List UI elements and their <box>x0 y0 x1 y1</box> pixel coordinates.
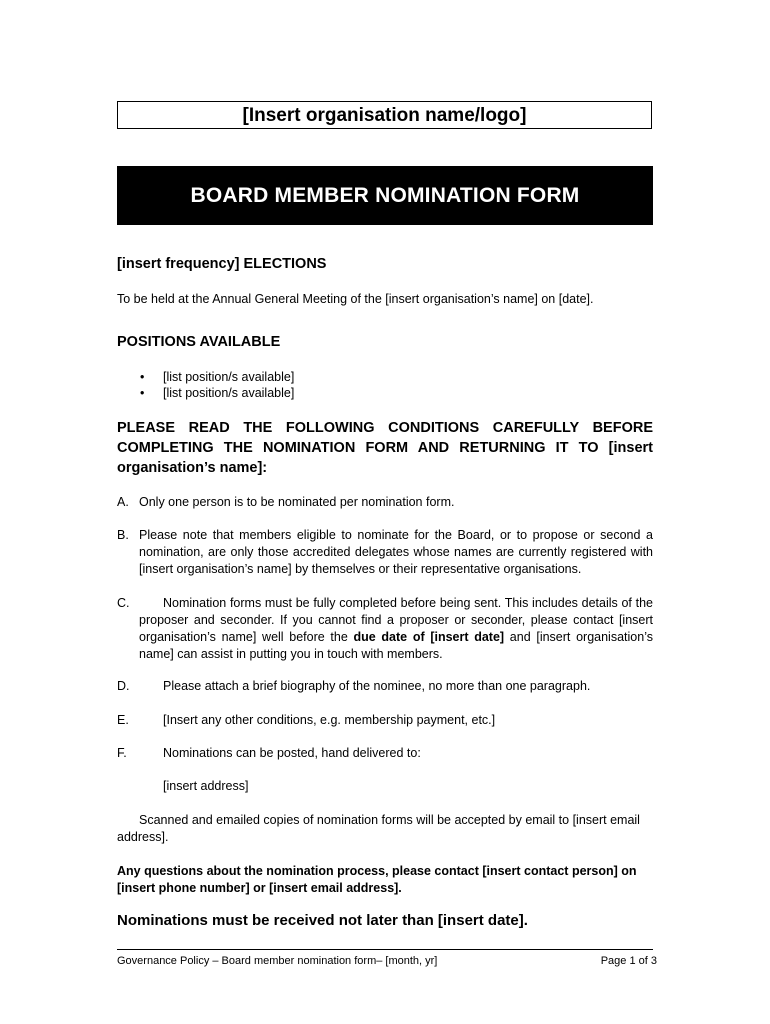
footer-document-title: Governance Policy – Board member nomination form– [month, yr] <box>117 955 438 967</box>
condition-text <box>139 745 653 762</box>
address-placeholder: [insert address] <box>163 779 249 793</box>
condition-letter: A. <box>117 495 129 509</box>
condition-text <box>139 712 653 729</box>
contact-note: Any questions about the nomination process, please contact [insert contact person] on [insert phone number] or [insert email address]. <box>117 864 637 895</box>
due-date-emphasis: due date of [insert date] <box>353 630 505 644</box>
positions-heading: POSITIONS AVAILABLE <box>117 334 281 350</box>
footer-page-number: Page 1 of 3 <box>600 955 657 967</box>
condition-text <box>139 595 653 663</box>
condition-item-f <box>117 745 653 762</box>
condition-letter: F. <box>117 746 127 760</box>
conditions-heading: PLEASE READ THE FOLLOWING CONDITIONS CAREFULLY BEFORE COMPLETING THE NOMINATION FORM AND RETURNING IT TO [insert organisation’s name]: <box>117 420 653 476</box>
condition-item-d <box>117 678 653 695</box>
elections-heading: [insert frequency] ELECTIONS <box>117 256 327 272</box>
condition-text-part: Please attach a brief biography of the nominee, no more than one paragraph. <box>163 679 591 693</box>
condition-text: Please note that members eligible to nominate for the Board, or to propose or second a nomination, are only those accredited delegates whose names are currently registered with [insert organisation’s name] by themselves or their representative organisations. <box>139 528 653 576</box>
form-title-banner: BOARD MEMBER NOMINATION FORM <box>117 166 653 225</box>
condition-item-a <box>117 494 653 511</box>
condition-text-part: and [insert organisation’s name] can assist in putting you in touch with members. <box>139 630 653 661</box>
condition-item-e <box>117 712 653 729</box>
positions-list-item: • [list position/s available] <box>140 369 294 385</box>
positions-list <box>140 369 294 401</box>
elections-text: To be held at the Annual General Meeting of the [insert organisation’s name] on [date]. <box>117 292 594 306</box>
condition-letter: D. <box>117 679 130 693</box>
organisation-logo-placeholder: [Insert organisation name/logo] <box>117 101 652 129</box>
condition-letter: B. <box>117 528 129 542</box>
condition-text-part: Nominations can be posted, hand delivered to: <box>163 746 421 760</box>
footer-divider <box>117 949 653 950</box>
condition-text <box>139 678 653 695</box>
condition-text-part: [Insert any other conditions, e.g. membership payment, etc.] <box>163 713 496 727</box>
email-note: Scanned and emailed copies of nomination forms will be accepted by email to [insert email address]. <box>117 813 640 844</box>
condition-text: Only one person is to be nominated per nomination form. <box>139 495 455 509</box>
condition-item-b <box>117 527 653 578</box>
positions-list-item: • [list position/s available] <box>140 385 294 401</box>
deadline-statement: Nominations must be received not later than [insert date]. <box>117 912 528 929</box>
condition-item-c <box>117 595 653 663</box>
condition-text-part: Nomination forms must be fully completed before being sent. This includes details of the proposer and seconder. If you cannot find a proposer or seconder, please contact [insert organisation’s name] well before the <box>139 596 653 644</box>
condition-letter: E. <box>117 713 129 727</box>
condition-letter: C. <box>117 596 130 610</box>
